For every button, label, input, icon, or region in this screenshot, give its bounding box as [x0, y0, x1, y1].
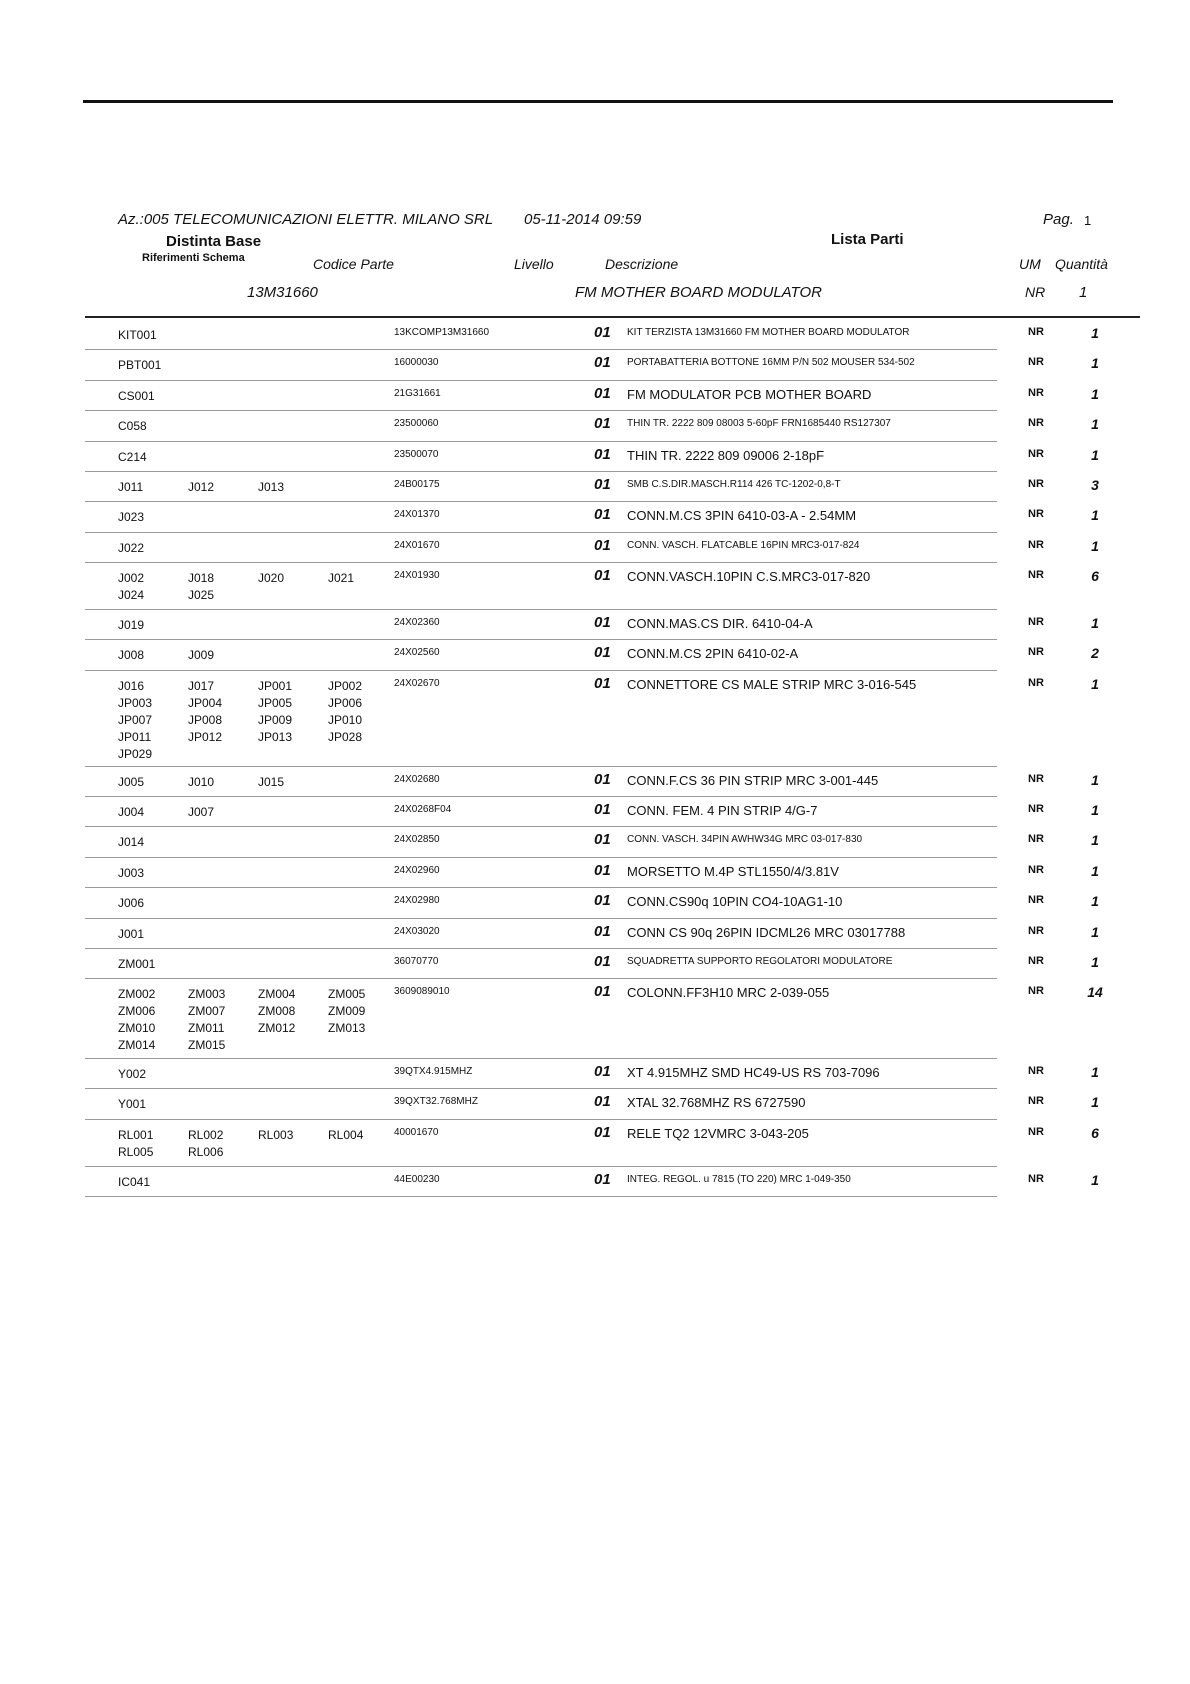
schema-references [118, 326, 398, 343]
reference-designator: JP028 [328, 729, 363, 744]
part-description: PORTABATTERIA BOTTONE 16MM P/N 502 MOUSER 534-502 [627, 357, 915, 369]
part-code: 24X02560 [394, 647, 440, 659]
reference-designator: J002 [118, 571, 145, 586]
reference-line [118, 677, 398, 694]
part-description: THIN TR. 2222 809 08003 5-60pF FRN1685440 RS127307 [627, 418, 891, 430]
table-row [0, 918, 1190, 948]
reference-designator: ZM002 [118, 987, 156, 1002]
part-quantity: 1 [1091, 416, 1099, 433]
table-row [0, 562, 1190, 609]
table-row [0, 948, 1190, 978]
reference-designator: JP002 [328, 678, 363, 693]
print-datetime: 05-11-2014 09:59 [524, 211, 642, 228]
schema-references [118, 387, 398, 404]
reference-line [118, 586, 398, 603]
reference-line [118, 356, 398, 373]
reference-designator: Y001 [118, 1097, 147, 1112]
reference-designator: J019 [118, 617, 145, 632]
part-level: 01 [594, 445, 611, 463]
part-code: 24X02960 [394, 864, 440, 876]
part-level: 01 [594, 1170, 611, 1188]
part-level: 01 [594, 354, 611, 372]
table-row [0, 1119, 1190, 1166]
schema-references [118, 539, 398, 556]
unit-of-measure: NR [1028, 1095, 1044, 1108]
part-quantity: 1 [1091, 954, 1099, 971]
part-quantity: 1 [1091, 614, 1099, 631]
part-code: 24X02670 [394, 677, 440, 689]
reference-designator: J022 [118, 540, 145, 555]
part-description: FM MODULATOR PCB MOTHER BOARD [627, 386, 872, 402]
reference-designator: JP013 [258, 729, 293, 744]
reference-designator: RL005 [118, 1144, 154, 1159]
table-row [0, 501, 1190, 531]
part-level: 01 [594, 831, 611, 849]
part-description: CONN.M.CS 2PIN 6410-02-A [627, 646, 799, 662]
table-row [0, 887, 1190, 917]
reference-line [118, 955, 398, 972]
part-code: 23500060 [394, 418, 439, 430]
reference-line [118, 773, 398, 790]
reference-designator: JP029 [118, 746, 153, 761]
reference-designator: RL002 [188, 1127, 224, 1142]
reference-designator: J015 [258, 774, 285, 789]
reference-designator: J001 [118, 926, 145, 941]
schema-references [118, 985, 398, 1053]
reference-line [118, 925, 398, 942]
part-quantity: 6 [1091, 568, 1099, 585]
reference-designator: JP003 [118, 695, 153, 710]
unit-of-measure: NR [1028, 417, 1044, 430]
parent-code: 13M31660 [247, 284, 318, 301]
reference-designator: ZM011 [188, 1021, 225, 1036]
unit-of-measure: NR [1028, 615, 1044, 628]
part-level: 01 [594, 674, 611, 692]
reference-line [118, 448, 398, 465]
part-description: CONN. FEM. 4 PIN STRIP 4/G-7 [627, 803, 818, 819]
schema-references [118, 1126, 398, 1160]
table-row [0, 380, 1190, 410]
unit-of-measure: NR [1028, 772, 1044, 785]
column-header-code: Codice Parte [313, 256, 394, 272]
schema-references [118, 1065, 398, 1082]
reference-line [118, 1065, 398, 1082]
part-description: XT 4.915MHZ SMD HC49-US RS 703-7096 [627, 1065, 880, 1081]
reference-designator: KIT001 [118, 328, 157, 342]
unit-of-measure: NR [1028, 924, 1044, 937]
reference-designator: ZM014 [118, 1038, 156, 1053]
reference-designator: J005 [118, 774, 145, 789]
part-description: XTAL 32.768MHZ RS 6727590 [627, 1095, 806, 1111]
part-code: 39QTX4.915MHZ [394, 1066, 473, 1078]
part-level: 01 [594, 801, 611, 819]
part-level: 01 [594, 644, 611, 662]
schema-references [118, 569, 398, 603]
reference-line [118, 803, 398, 820]
part-description: SMB C.S.DIR.MASCH.R114 426 TC-1202-0,8-T [627, 478, 841, 490]
doc-subtitle: Riferimenti Schema [142, 252, 245, 264]
reference-designator: JP001 [258, 678, 293, 693]
unit-of-measure: NR [1028, 863, 1044, 876]
reference-designator: ZM012 [258, 1021, 296, 1036]
part-quantity: 1 [1091, 325, 1099, 341]
unit-of-measure: NR [1028, 356, 1044, 369]
part-quantity: 3 [1091, 476, 1099, 493]
part-code: 24B00175 [394, 478, 440, 490]
reference-designator: ZM004 [258, 987, 296, 1002]
unit-of-measure: NR [1028, 894, 1044, 907]
schema-references [118, 833, 398, 850]
schema-references [118, 677, 398, 762]
doc-title: Distinta Base [166, 233, 262, 250]
schema-references [118, 1095, 398, 1112]
reference-line [118, 1019, 398, 1036]
table-row [0, 670, 1190, 766]
reference-designator: J006 [118, 896, 145, 911]
part-code: 13KCOMP13M31660 [394, 327, 490, 338]
reference-line [118, 387, 398, 404]
unit-of-measure: NR [1028, 985, 1044, 998]
reference-designator: RL006 [188, 1144, 224, 1159]
part-code: 21G31661 [394, 387, 441, 399]
part-level: 01 [594, 613, 611, 631]
reference-line [118, 616, 398, 633]
part-level: 01 [594, 983, 611, 1001]
part-level: 01 [594, 506, 611, 524]
part-code: 24X02980 [394, 895, 440, 907]
part-code: 23500070 [394, 448, 439, 460]
part-level: 01 [594, 1063, 611, 1081]
part-code: 16000030 [394, 357, 439, 369]
column-header-description: Descrizione [605, 256, 679, 272]
part-quantity: 1 [1091, 1064, 1099, 1081]
schema-references [118, 616, 398, 633]
reference-designator: J010 [188, 774, 215, 789]
reference-designator: J004 [118, 805, 145, 820]
reference-line [118, 646, 398, 663]
reference-line [118, 1036, 398, 1053]
part-quantity: 2 [1091, 645, 1099, 662]
parent-description: FM MOTHER BOARD MODULATOR [575, 284, 822, 301]
schema-references [118, 356, 398, 373]
part-description: CONN.CS90q 10PIN CO4-10AG1-10 [627, 894, 843, 910]
unit-of-measure: NR [1028, 955, 1044, 968]
reference-designator: J013 [258, 479, 285, 494]
row-divider [85, 1196, 997, 1197]
part-code: 24X01370 [394, 509, 440, 521]
reference-designator: JP004 [188, 695, 223, 710]
table-row [0, 796, 1190, 826]
part-description: CONN.MAS.CS DIR. 6410-04-A [627, 615, 813, 631]
table-row [0, 349, 1190, 379]
schema-references [118, 803, 398, 820]
part-quantity: 1 [1091, 802, 1099, 819]
unit-of-measure: NR [1028, 1172, 1044, 1185]
table-row [0, 319, 1190, 349]
column-header-quantity: Quantità [1055, 256, 1108, 272]
reference-line [118, 985, 398, 1002]
part-code: 36070770 [394, 956, 439, 968]
reference-designator: ZM007 [188, 1004, 226, 1019]
reference-designator: JP011 [118, 729, 152, 744]
part-description: CONN.VASCH.10PIN C.S.MRC3-017-820 [627, 569, 871, 585]
part-description: COLONN.FF3H10 MRC 2-039-055 [627, 985, 830, 1001]
part-description: CONN.F.CS 36 PIN STRIP MRC 3-001-445 [627, 772, 879, 788]
part-quantity: 1 [1091, 771, 1099, 788]
unit-of-measure: NR [1028, 569, 1044, 582]
top-rule [83, 100, 1113, 103]
reference-designator: ZM009 [328, 1004, 366, 1019]
unit-of-measure: NR [1028, 538, 1044, 551]
part-level: 01 [594, 324, 611, 341]
unit-of-measure: NR [1028, 386, 1044, 399]
column-header-level: Livello [514, 256, 554, 272]
reference-designator: RL004 [328, 1127, 364, 1142]
table-row [0, 1166, 1190, 1196]
reference-line [118, 1126, 398, 1143]
schema-references [118, 1173, 398, 1190]
reference-line [118, 569, 398, 586]
schema-references [118, 478, 398, 495]
reference-designator: ZM003 [188, 987, 226, 1002]
part-code: 24X01930 [394, 570, 440, 582]
reference-designator: JP007 [118, 712, 153, 727]
part-description: KIT TERZISTA 13M31660 FM MOTHER BOARD MODULATOR [627, 327, 910, 338]
part-code: 24X03020 [394, 925, 440, 937]
reference-designator: ZM013 [328, 1021, 366, 1036]
part-description: MORSETTO M.4P STL1550/4/3.81V [627, 863, 839, 879]
table-row [0, 1058, 1190, 1088]
part-code: 44E00230 [394, 1173, 440, 1185]
unit-of-measure: NR [1028, 803, 1044, 816]
part-level: 01 [594, 567, 611, 585]
reference-line [118, 417, 398, 434]
reference-designator: CS001 [118, 388, 155, 403]
part-level: 01 [594, 1123, 611, 1141]
reference-line [118, 1173, 398, 1190]
column-header-um: UM [1019, 256, 1041, 272]
reference-designator: ZM015 [188, 1038, 226, 1053]
table-row [0, 441, 1190, 471]
part-level: 01 [594, 475, 611, 493]
part-quantity: 1 [1091, 446, 1099, 463]
reference-designator: C058 [118, 419, 147, 434]
parts-table [0, 319, 1190, 1196]
reference-designator: ZM005 [328, 987, 366, 1002]
reference-designator: J014 [118, 835, 145, 850]
reference-designator: J024 [118, 588, 145, 603]
reference-designator: JP009 [258, 712, 293, 727]
reference-designator: J008 [118, 648, 145, 663]
part-quantity: 1 [1091, 862, 1099, 879]
part-level: 01 [594, 536, 611, 554]
part-level: 01 [594, 770, 611, 788]
part-quantity: 1 [1091, 923, 1099, 940]
part-quantity: 1 [1091, 675, 1099, 692]
reference-designator: Y002 [118, 1067, 147, 1082]
unit-of-measure: NR [1028, 1125, 1044, 1138]
schema-references [118, 955, 398, 972]
part-code: 3609089010 [394, 986, 450, 998]
parent-quantity: 1 [1079, 284, 1088, 301]
unit-of-measure: NR [1028, 833, 1044, 846]
part-description: CONN.M.CS 3PIN 6410-03-A - 2.54MM [627, 508, 857, 524]
schema-references [118, 448, 398, 465]
page-number: 1 [1084, 213, 1092, 228]
part-description: CONN. VASCH. 34PIN AWHW34G MRC 03-017-830 [627, 834, 863, 846]
reference-line [118, 508, 398, 525]
reference-designator: ZM001 [118, 957, 156, 972]
unit-of-measure: NR [1028, 646, 1044, 659]
reference-designator: JP006 [328, 695, 363, 710]
part-code: 39QXT32.768MHZ [394, 1096, 478, 1108]
part-level: 01 [594, 892, 611, 910]
table-row [0, 978, 1190, 1058]
part-level: 01 [594, 384, 611, 402]
part-quantity: 1 [1091, 537, 1099, 554]
parent-um: NR [1025, 284, 1046, 300]
part-code: 24X02360 [394, 616, 440, 628]
schema-references [118, 417, 398, 434]
schema-references [118, 925, 398, 942]
part-quantity: 14 [1087, 984, 1103, 1001]
reference-line [118, 711, 398, 728]
part-description: INTEG. REGOL. u 7815 (TO 220) MRC 1-049-350 [627, 1173, 851, 1185]
reference-designator: JP005 [258, 695, 293, 710]
reference-designator: J021 [328, 571, 355, 586]
schema-references [118, 773, 398, 790]
part-quantity: 1 [1091, 507, 1099, 524]
unit-of-measure: NR [1028, 508, 1044, 521]
part-quantity: 1 [1091, 1094, 1099, 1111]
part-quantity: 1 [1091, 893, 1099, 910]
table-row [0, 639, 1190, 669]
reference-line [118, 539, 398, 556]
reference-line [118, 694, 398, 711]
reference-designator: J017 [188, 678, 215, 693]
reference-line [118, 728, 398, 745]
reference-designator: ZM008 [258, 1004, 296, 1019]
reference-designator: JP010 [328, 712, 363, 727]
reference-line [118, 833, 398, 850]
reference-designator: C214 [118, 449, 147, 464]
unit-of-measure: NR [1028, 447, 1044, 460]
table-row [0, 410, 1190, 440]
reference-designator: JP012 [188, 729, 223, 744]
part-level: 01 [594, 415, 611, 433]
reference-designator: J025 [188, 588, 215, 603]
part-quantity: 6 [1091, 1124, 1099, 1141]
part-level: 01 [594, 953, 611, 971]
unit-of-measure: NR [1028, 676, 1044, 689]
reference-designator: J007 [188, 805, 215, 820]
reference-designator: J003 [118, 865, 145, 880]
reference-line [118, 478, 398, 495]
reference-designator: RL001 [118, 1127, 154, 1142]
schema-references [118, 864, 398, 881]
reference-designator: J018 [188, 571, 215, 586]
part-quantity: 1 [1091, 1171, 1099, 1188]
part-code: 40001670 [394, 1126, 439, 1138]
part-description: CONN CS 90q 26PIN IDCML26 MRC 03017788 [627, 924, 906, 940]
unit-of-measure: NR [1028, 477, 1044, 490]
table-row [0, 609, 1190, 639]
reference-designator: J020 [258, 571, 285, 586]
page-label: Pag. [1043, 211, 1074, 228]
reference-line [118, 745, 398, 762]
part-level: 01 [594, 1093, 611, 1111]
part-description: THIN TR. 2222 809 09006 2-18pF [627, 447, 825, 463]
table-row [0, 1088, 1190, 1118]
part-level: 01 [594, 861, 611, 879]
schema-references [118, 646, 398, 663]
reference-designator: J011 [118, 479, 144, 494]
part-quantity: 1 [1091, 832, 1099, 849]
reference-designator: J012 [188, 479, 215, 494]
reference-designator: RL003 [258, 1127, 294, 1142]
part-level: 01 [594, 922, 611, 940]
unit-of-measure: NR [1028, 326, 1044, 338]
reference-designator: J009 [188, 648, 215, 663]
reference-designator: JP008 [188, 712, 223, 727]
reference-line [118, 1095, 398, 1112]
reference-designator: IC041 [118, 1174, 151, 1189]
part-description: RELE TQ2 12VMRC 3-043-205 [627, 1125, 809, 1141]
part-quantity: 1 [1091, 355, 1099, 372]
table-row [0, 857, 1190, 887]
schema-references [118, 894, 398, 911]
table-row [0, 532, 1190, 562]
header-rule [85, 316, 1140, 318]
part-code: 24X01670 [394, 539, 440, 551]
reference-designator: ZM010 [118, 1021, 156, 1036]
list-title: Lista Parti [831, 231, 904, 248]
table-row [0, 471, 1190, 501]
part-code: 24X0268F04 [394, 804, 452, 816]
reference-designator: J023 [118, 510, 145, 525]
part-code: 24X02680 [394, 773, 440, 785]
unit-of-measure: NR [1028, 1065, 1044, 1078]
table-row [0, 826, 1190, 856]
reference-designator: PBT001 [118, 358, 162, 373]
reference-line [118, 1143, 398, 1160]
reference-line [118, 1002, 398, 1019]
part-quantity: 1 [1091, 385, 1099, 402]
part-code: 24X02850 [394, 834, 440, 846]
reference-designator: J016 [118, 678, 145, 693]
table-row [0, 766, 1190, 796]
reference-line [118, 864, 398, 881]
reference-designator: ZM006 [118, 1004, 156, 1019]
part-description: CONN. VASCH. FLATCABLE 16PIN MRC3-017-824 [627, 539, 860, 551]
reference-line [118, 894, 398, 911]
company-name: Az.:005 TELECOMUNICAZIONI ELETTR. MILANO SRL [118, 211, 494, 228]
reference-line [118, 326, 398, 343]
part-description: CONNETTORE CS MALE STRIP MRC 3-016-545 [627, 676, 917, 692]
schema-references [118, 508, 398, 525]
part-description: SQUADRETTA SUPPORTO REGOLATORI MODULATORE [627, 956, 893, 968]
